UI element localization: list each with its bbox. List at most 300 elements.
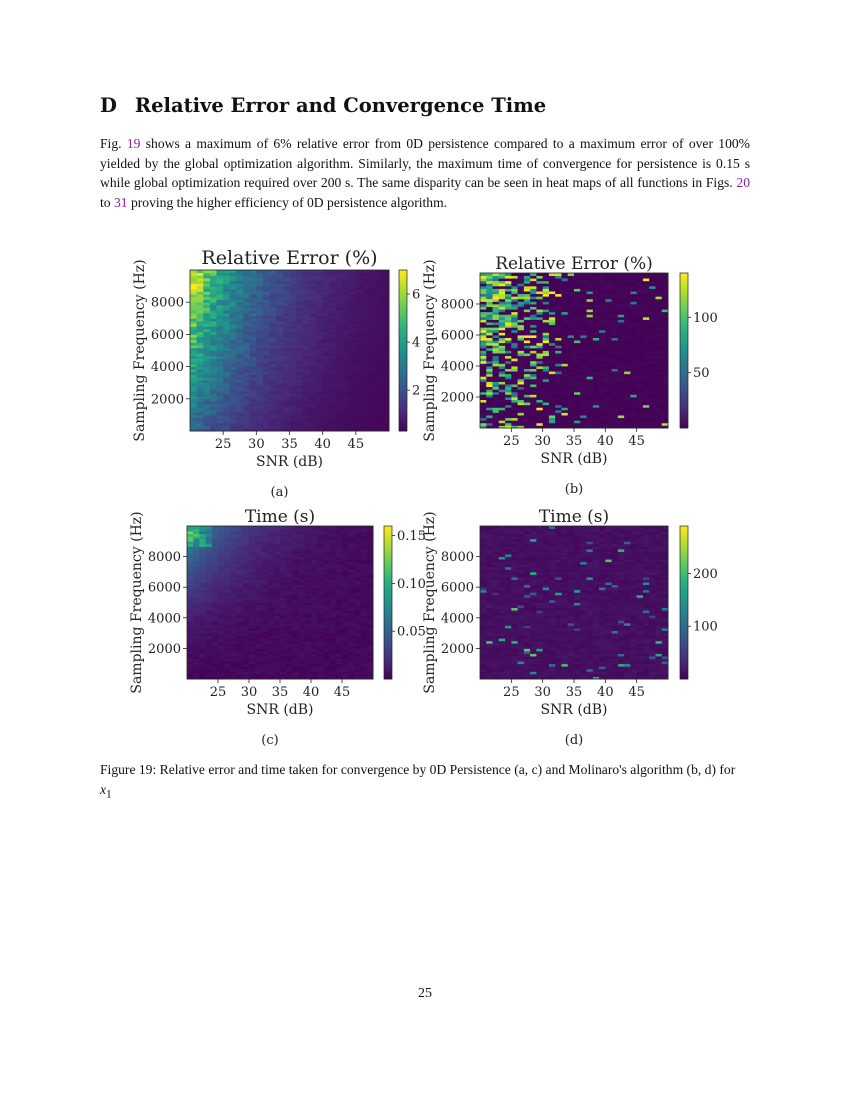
heatmap-cell bbox=[518, 340, 525, 343]
heatmap-cell bbox=[480, 301, 487, 304]
heatmap-cell bbox=[290, 396, 297, 399]
heatmap-cell bbox=[505, 418, 512, 421]
heatmap-cell bbox=[382, 412, 389, 415]
heatmap-cell bbox=[290, 393, 297, 396]
heatmap-cell bbox=[203, 273, 210, 276]
heatmap-cell bbox=[618, 363, 625, 366]
heatmap-cell bbox=[311, 636, 318, 639]
heatmap-cell bbox=[382, 324, 389, 327]
heatmap-cell bbox=[323, 636, 330, 639]
heatmap-cell bbox=[316, 418, 323, 421]
heatmap-cell bbox=[303, 337, 310, 340]
heatmap-cell bbox=[361, 610, 368, 613]
heatmap-cell bbox=[662, 330, 669, 333]
heatmap-cell bbox=[518, 400, 525, 403]
heatmap-cell bbox=[283, 342, 290, 345]
heatmap-cell bbox=[349, 273, 356, 276]
heatmap-cell bbox=[480, 345, 487, 348]
heatmap-cell bbox=[199, 641, 206, 644]
heatmap-cell bbox=[649, 374, 656, 377]
heatmap-cell bbox=[624, 397, 631, 400]
heatmap-cell bbox=[193, 582, 200, 585]
heatmap-cell bbox=[299, 628, 306, 631]
heatmap-cell bbox=[261, 643, 268, 646]
heatmap-cell bbox=[199, 625, 206, 628]
colorbar-segment bbox=[680, 415, 688, 418]
heatmap-cell bbox=[243, 372, 250, 375]
heatmap-cell bbox=[323, 654, 330, 657]
heatmap-cell bbox=[268, 613, 275, 616]
heatmap-cell bbox=[296, 369, 303, 372]
colorbar-segment bbox=[399, 399, 407, 402]
heatmap-cell bbox=[243, 656, 250, 659]
heatmap-cell bbox=[190, 281, 197, 284]
heatmap-cell bbox=[237, 669, 244, 672]
heatmap-cell bbox=[348, 659, 355, 662]
heatmap-cell bbox=[382, 375, 389, 378]
heatmap-cell bbox=[203, 300, 210, 303]
heatmap-cell bbox=[549, 410, 556, 413]
heatmap-cell bbox=[243, 283, 250, 286]
heatmap-cell bbox=[574, 387, 581, 390]
heatmap-cell bbox=[599, 289, 606, 292]
heatmap-cell bbox=[349, 316, 356, 319]
heatmap-cell bbox=[311, 654, 318, 657]
heatmap-cell bbox=[290, 281, 297, 284]
heatmap-cell bbox=[250, 326, 257, 329]
heatmap-cell bbox=[249, 595, 256, 598]
heatmap-cell bbox=[493, 276, 500, 279]
heatmap-cell bbox=[382, 420, 389, 423]
heatmap-cell bbox=[555, 418, 562, 421]
heatmap-cell bbox=[587, 405, 594, 408]
colorbar-segment bbox=[680, 348, 688, 351]
heatmap-cell bbox=[367, 643, 374, 646]
heatmap-cell bbox=[580, 405, 587, 408]
heatmap-cell bbox=[203, 340, 210, 343]
heatmap-cell bbox=[197, 375, 204, 378]
heatmap-cell bbox=[480, 289, 487, 292]
heatmap-cell bbox=[190, 345, 197, 348]
heatmap-cell bbox=[555, 415, 562, 418]
heatmap-cell bbox=[493, 392, 500, 395]
heatmap-cell bbox=[261, 618, 268, 621]
heatmap-cell bbox=[643, 338, 650, 341]
heatmap-cell bbox=[643, 394, 650, 397]
heatmap-cell bbox=[197, 318, 204, 321]
heatmap-cell bbox=[218, 664, 225, 667]
heatmap-cell bbox=[316, 359, 323, 362]
colorbar-segment bbox=[680, 402, 688, 405]
heatmap-cell bbox=[561, 343, 568, 346]
heatmap-cell bbox=[348, 577, 355, 580]
heatmap-cell bbox=[574, 423, 581, 426]
heatmap-cell bbox=[218, 590, 225, 593]
heatmap-cell bbox=[218, 628, 225, 631]
heatmap-cell bbox=[317, 585, 324, 588]
heatmap-cell bbox=[336, 297, 343, 300]
heatmap-cell bbox=[343, 393, 350, 396]
heatmap-cell bbox=[292, 597, 299, 600]
heatmap-cell bbox=[356, 286, 363, 289]
heatmap-cell bbox=[197, 372, 204, 375]
heatmap-cell bbox=[493, 397, 500, 400]
heatmap-cell bbox=[290, 334, 297, 337]
heatmap-cell bbox=[555, 301, 562, 304]
heatmap-cell bbox=[317, 664, 324, 667]
heatmap-cell bbox=[630, 418, 637, 421]
heatmap-cell bbox=[203, 334, 210, 337]
heatmap-cell bbox=[561, 276, 568, 279]
heatmap-cell bbox=[343, 324, 350, 327]
heatmap-cell bbox=[336, 423, 343, 426]
heatmap-cell bbox=[296, 297, 303, 300]
heatmap-cell bbox=[210, 410, 217, 413]
heatmap-cell bbox=[349, 286, 356, 289]
heatmap-cell bbox=[280, 648, 287, 651]
heatmap-cell bbox=[543, 281, 550, 284]
heatmap-cell bbox=[486, 340, 493, 343]
colorbar-segment bbox=[399, 297, 407, 300]
heatmap-cell bbox=[256, 385, 263, 388]
heatmap-cell bbox=[323, 648, 330, 651]
heatmap-cell bbox=[255, 580, 262, 583]
heatmap-cell bbox=[311, 671, 318, 674]
heatmap-cell bbox=[530, 358, 537, 361]
heatmap-cell bbox=[362, 418, 369, 421]
heatmap-cell bbox=[655, 371, 662, 374]
heatmap-cell bbox=[256, 291, 263, 294]
heatmap-cell bbox=[317, 610, 324, 613]
heatmap-cell bbox=[243, 674, 250, 677]
heatmap-cell bbox=[356, 375, 363, 378]
heatmap-cell bbox=[612, 394, 619, 397]
heatmap-cell bbox=[336, 353, 343, 356]
heatmap-cell bbox=[197, 407, 204, 410]
heatmap-cell bbox=[256, 418, 263, 421]
heatmap-cell bbox=[518, 384, 525, 387]
heatmap-cell bbox=[249, 661, 256, 664]
heatmap-cell bbox=[199, 643, 206, 646]
heatmap-cell bbox=[330, 585, 337, 588]
heatmap-cell bbox=[530, 413, 537, 416]
heatmap-cell bbox=[250, 364, 257, 367]
heatmap-cell bbox=[493, 322, 500, 325]
heatmap-cell bbox=[530, 397, 537, 400]
heatmap-cell bbox=[376, 340, 383, 343]
heatmap-cell bbox=[230, 291, 237, 294]
heatmap-cell bbox=[624, 366, 631, 369]
heatmap-cell bbox=[270, 340, 277, 343]
heatmap-cell bbox=[574, 348, 581, 351]
heatmap-cell bbox=[243, 337, 250, 340]
heatmap-cell bbox=[303, 367, 310, 370]
heatmap-cell bbox=[480, 283, 487, 286]
heatmap-cell bbox=[299, 661, 306, 664]
heatmap-cell bbox=[369, 332, 376, 335]
heatmap-cell bbox=[580, 325, 587, 328]
heatmap-cell bbox=[330, 610, 337, 613]
heatmap-cell bbox=[599, 389, 606, 392]
heatmap-cell bbox=[499, 309, 506, 312]
heatmap-cell bbox=[283, 364, 290, 367]
heatmap-cell bbox=[286, 651, 293, 654]
heatmap-cell bbox=[243, 380, 250, 383]
heatmap-cell bbox=[362, 273, 369, 276]
heatmap-cell bbox=[230, 600, 237, 603]
heatmap-cell bbox=[263, 326, 270, 329]
heatmap-cell bbox=[290, 361, 297, 364]
heatmap-cell bbox=[605, 283, 612, 286]
heatmap-cell bbox=[316, 302, 323, 305]
heatmap-cell bbox=[290, 426, 297, 429]
heatmap-cell bbox=[367, 654, 374, 657]
heatmap-cell bbox=[342, 590, 349, 593]
heatmap-cell bbox=[524, 415, 531, 418]
heatmap-cell bbox=[662, 361, 669, 364]
heatmap-cell bbox=[336, 308, 343, 311]
heatmap-cell bbox=[480, 312, 487, 315]
heatmap-cell bbox=[236, 326, 243, 329]
heatmap-cell bbox=[274, 608, 281, 611]
heatmap-cell bbox=[536, 325, 543, 328]
heatmap-cell bbox=[206, 623, 213, 626]
heatmap-cell bbox=[336, 669, 343, 672]
heatmap-cell bbox=[261, 661, 268, 664]
heatmap-cell bbox=[480, 379, 487, 382]
heatmap-cell bbox=[356, 321, 363, 324]
heatmap-cell bbox=[268, 625, 275, 628]
heatmap-cell bbox=[203, 326, 210, 329]
heatmap-cell bbox=[236, 407, 243, 410]
heatmap-cell bbox=[362, 359, 369, 362]
heatmap-cell bbox=[354, 600, 361, 603]
heatmap-cell bbox=[549, 332, 556, 335]
heatmap-cell bbox=[276, 401, 283, 404]
heatmap-cell bbox=[655, 348, 662, 351]
heatmap-cell bbox=[493, 358, 500, 361]
heatmap-cell bbox=[256, 420, 263, 423]
heatmap-cell bbox=[568, 340, 575, 343]
heatmap-cell bbox=[210, 334, 217, 337]
heatmap-cell bbox=[270, 353, 277, 356]
heatmap-cell bbox=[283, 289, 290, 292]
heatmap-cell bbox=[274, 648, 281, 651]
heatmap-cell bbox=[499, 379, 506, 382]
heatmap-cell bbox=[618, 376, 625, 379]
heatmap-cell bbox=[286, 618, 293, 621]
heatmap-cell bbox=[543, 351, 550, 354]
heatmap-cell bbox=[336, 592, 343, 595]
heatmap-cell bbox=[518, 420, 525, 423]
heatmap-cell bbox=[243, 595, 250, 598]
heatmap-cell bbox=[323, 364, 330, 367]
heatmap-cell bbox=[274, 577, 281, 580]
heatmap-cell bbox=[286, 631, 293, 634]
heatmap-cell bbox=[618, 394, 625, 397]
heatmap-cell bbox=[555, 325, 562, 328]
heatmap-cell bbox=[323, 294, 330, 297]
heatmap-cell bbox=[203, 283, 210, 286]
heatmap-cell bbox=[292, 625, 299, 628]
heatmap-cell bbox=[624, 353, 631, 356]
heatmap-cell bbox=[574, 384, 581, 387]
heatmap-cell bbox=[593, 423, 600, 426]
heatmap-cell bbox=[655, 320, 662, 323]
heatmap-cell bbox=[268, 666, 275, 669]
heatmap-cell bbox=[511, 400, 518, 403]
heatmap-cell bbox=[618, 418, 625, 421]
heatmap-cell bbox=[218, 620, 225, 623]
heatmap-cell bbox=[549, 317, 556, 320]
heatmap-cell bbox=[349, 380, 356, 383]
heatmap-cell bbox=[290, 302, 297, 305]
heatmap-cell bbox=[630, 410, 637, 413]
heatmap-cell bbox=[316, 334, 323, 337]
heatmap-cell bbox=[349, 404, 356, 407]
heatmap-cell bbox=[249, 597, 256, 600]
heatmap-cell bbox=[367, 636, 374, 639]
heatmap-cell bbox=[369, 316, 376, 319]
heatmap-cell bbox=[574, 389, 581, 392]
heatmap-cell bbox=[343, 289, 350, 292]
heatmap-cell bbox=[580, 394, 587, 397]
heatmap-cell bbox=[230, 377, 237, 380]
heatmap-cell bbox=[210, 364, 217, 367]
heatmap-cell bbox=[280, 620, 287, 623]
heatmap-cell bbox=[480, 309, 487, 312]
heatmap-cell bbox=[637, 281, 644, 284]
heatmap-cell bbox=[268, 646, 275, 649]
heatmap-cell bbox=[356, 308, 363, 311]
heatmap-cell bbox=[224, 577, 231, 580]
heatmap-cell bbox=[568, 363, 575, 366]
heatmap-cell bbox=[190, 316, 197, 319]
heatmap-cell bbox=[637, 307, 644, 310]
heatmap-cell bbox=[362, 410, 369, 413]
heatmap-cell bbox=[270, 300, 277, 303]
heatmap-cell bbox=[605, 317, 612, 320]
heatmap-cell bbox=[336, 359, 343, 362]
heatmap-cell bbox=[217, 332, 224, 335]
heatmap-cell bbox=[236, 321, 243, 324]
heatmap-cell bbox=[276, 353, 283, 356]
heatmap-cell bbox=[193, 646, 200, 649]
heatmap-cell bbox=[329, 305, 336, 308]
heatmap-cell bbox=[530, 384, 537, 387]
figure-reference-link[interactable]: 20 bbox=[736, 175, 750, 190]
heatmap-cell bbox=[249, 666, 256, 669]
heatmap-cell bbox=[543, 394, 550, 397]
heatmap-cell bbox=[193, 636, 200, 639]
heatmap-cell bbox=[197, 324, 204, 327]
heatmap-cell bbox=[593, 382, 600, 385]
heatmap-cell bbox=[193, 587, 200, 590]
heatmap-cell bbox=[643, 325, 650, 328]
heatmap-cell bbox=[309, 377, 316, 380]
heatmap-cell bbox=[218, 669, 225, 672]
figure-reference-link[interactable]: 31 bbox=[113, 194, 128, 210]
heatmap-cell bbox=[290, 278, 297, 281]
heatmap-cell bbox=[524, 332, 531, 335]
heatmap-cell bbox=[217, 407, 224, 410]
heatmap-cell bbox=[505, 340, 512, 343]
heatmap-cell bbox=[223, 377, 230, 380]
heatmap-cell bbox=[530, 369, 537, 372]
heatmap-cell bbox=[518, 325, 525, 328]
heatmap-cell bbox=[250, 302, 257, 305]
heatmap-cell bbox=[662, 348, 669, 351]
heatmap-cell bbox=[274, 654, 281, 657]
heatmap-cell bbox=[369, 412, 376, 415]
heatmap-cell bbox=[270, 415, 277, 418]
heatmap-cell bbox=[593, 304, 600, 307]
heatmap-cell bbox=[630, 340, 637, 343]
heatmap-cell bbox=[286, 595, 293, 598]
heatmap-cell bbox=[311, 661, 318, 664]
heatmap-cell bbox=[243, 651, 250, 654]
heatmap-cell bbox=[574, 394, 581, 397]
heatmap-cell bbox=[624, 394, 631, 397]
heatmap-cell bbox=[382, 418, 389, 421]
heatmap-cell bbox=[311, 669, 318, 672]
heatmap-cell bbox=[574, 322, 581, 325]
heatmap-cell bbox=[190, 367, 197, 370]
heatmap-cell bbox=[593, 410, 600, 413]
heatmap-cell bbox=[530, 294, 537, 297]
heatmap-cell bbox=[369, 377, 376, 380]
heatmap-cell bbox=[342, 641, 349, 644]
heatmap-cell bbox=[543, 307, 550, 310]
heatmap-cell bbox=[643, 322, 650, 325]
heatmap-cell bbox=[342, 618, 349, 621]
heatmap-cell bbox=[499, 314, 506, 317]
heatmap-cell bbox=[276, 326, 283, 329]
figure-reference-link[interactable]: 19 bbox=[126, 136, 141, 151]
heatmap-cell bbox=[283, 418, 290, 421]
heatmap-cell bbox=[243, 361, 250, 364]
colorbar-segment bbox=[399, 278, 407, 281]
colorbar-segment bbox=[399, 337, 407, 340]
heatmap-cell bbox=[199, 592, 206, 595]
heatmap-cell bbox=[618, 345, 625, 348]
heatmap-cell bbox=[593, 345, 600, 348]
heatmap-cell bbox=[342, 656, 349, 659]
heatmap-cell bbox=[303, 353, 310, 356]
heatmap-cell bbox=[549, 351, 556, 354]
heatmap-cell bbox=[549, 366, 556, 369]
heatmap-cell bbox=[309, 302, 316, 305]
heatmap-cell bbox=[187, 620, 194, 623]
heatmap-cell bbox=[530, 330, 537, 333]
heatmap-cell bbox=[203, 321, 210, 324]
heatmap-cell bbox=[286, 641, 293, 644]
heatmap-cell bbox=[543, 276, 550, 279]
heatmap-cell bbox=[303, 356, 310, 359]
heatmap-cell bbox=[236, 372, 243, 375]
heatmap-cell bbox=[643, 314, 650, 317]
heatmap-cell bbox=[283, 396, 290, 399]
heatmap-cell bbox=[574, 397, 581, 400]
heatmap-cell bbox=[330, 615, 337, 618]
colorbar-segment bbox=[399, 275, 407, 278]
heatmap-cell bbox=[511, 286, 518, 289]
heatmap-cell bbox=[224, 641, 231, 644]
heatmap-cell bbox=[316, 332, 323, 335]
heatmap-cell bbox=[290, 321, 297, 324]
heatmap-cell bbox=[323, 615, 330, 618]
heatmap-cell bbox=[305, 633, 312, 636]
